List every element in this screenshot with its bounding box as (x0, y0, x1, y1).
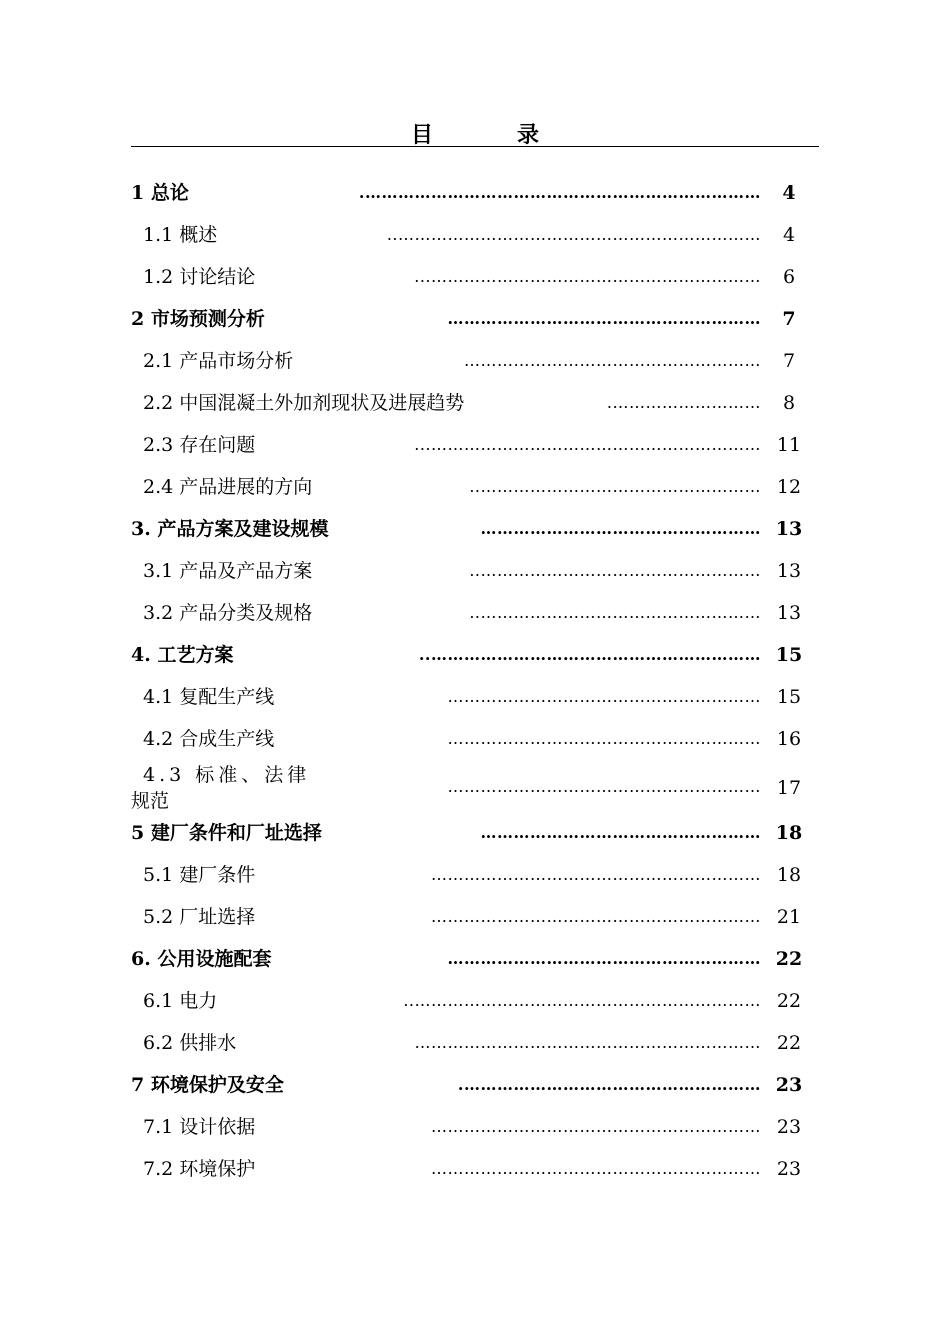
toc-page-number: 6 (782, 266, 796, 288)
toc-section-entry[interactable] (131, 1022, 819, 1064)
toc-section-entry[interactable] (131, 676, 819, 718)
toc-entry-label: 4. 工艺方案 (131, 644, 234, 666)
toc-section-entry[interactable] (131, 466, 819, 508)
toc-dot-leader: …………………………………………………… (431, 1118, 761, 1136)
toc-page-number: 18 (776, 864, 802, 886)
toc-entry-label: 2.3 存在问题 (143, 434, 256, 456)
toc-chapter-entry[interactable] (131, 938, 819, 980)
toc-page-number: 17 (776, 777, 802, 799)
toc-chapter-entry[interactable] (131, 1064, 819, 1106)
toc-entry-label: 3.2 产品分类及规格 (143, 602, 313, 624)
title-char-left: 目 (410, 122, 433, 148)
toc-entry-label: 2 市场预测分析 (131, 308, 265, 330)
toc-dot-leader: ………………………………………………… (447, 778, 761, 796)
toc-chapter-entry[interactable] (131, 172, 819, 214)
toc-dot-leader: …………………………………………………… (431, 866, 761, 884)
toc-entry-label-line1: 4.3 标准、法律 (143, 764, 311, 786)
toc-page-number: 7 (782, 308, 796, 330)
toc-dot-leader: ………………………………………………… (447, 310, 761, 328)
toc-dot-leader: ……………………………………………………... (414, 436, 761, 454)
toc-entry-label-line2: 规范 (131, 790, 170, 812)
toc-entry-label: 5 建厂条件和厂址选择 (131, 822, 322, 844)
toc-section-entry[interactable] (131, 854, 819, 896)
toc-page-number: 23 (776, 1116, 802, 1138)
toc-dot-leader: ………………………………………………………………. (358, 184, 761, 202)
document-page (131, 0, 819, 1344)
toc-page-number: 15 (776, 686, 802, 708)
toc-chapter-entry[interactable] (131, 298, 819, 340)
toc-entry-label: 6.2 供排水 (143, 1032, 237, 1054)
toc-section-entry[interactable] (131, 550, 819, 592)
toc-section-entry[interactable] (131, 718, 819, 760)
toc-dot-leader: …………………………………………….. (469, 562, 761, 580)
toc-entry-label: 6. 公用设施配套 (131, 948, 272, 970)
toc-entry-label: 1.2 讨论结论 (143, 266, 256, 288)
toc-section-entry[interactable] (131, 1148, 819, 1190)
toc-entry-label: 1.1 概述 (143, 224, 218, 246)
toc-section-entry[interactable] (131, 1106, 819, 1148)
toc-page-number: 18 (775, 822, 803, 844)
toc-page-number: 23 (776, 1158, 802, 1180)
toc-dot-leader: …………………………………………………….. (418, 646, 761, 664)
toc-entry-label (131, 762, 310, 814)
toc-dot-leader: …………………………………………… (480, 520, 761, 538)
toc-entry-label: 2.1 产品市场分析 (143, 350, 294, 372)
toc-dot-leader: …………………………………………………… (431, 1160, 761, 1178)
toc-entry-label: 3. 产品方案及建设规模 (131, 518, 329, 540)
toc-dot-leader: ………………………………………………… (447, 688, 761, 706)
page-title (131, 118, 819, 149)
toc-page-number: 16 (776, 728, 802, 750)
toc-section-entry[interactable] (131, 340, 819, 382)
toc-section-entry[interactable] (131, 592, 819, 634)
toc-entry-label: 7.1 设计依据 (143, 1116, 256, 1138)
toc-dot-leader: ……………………………………………………... (414, 268, 761, 286)
toc-entry-label: 5.1 建厂条件 (143, 864, 256, 886)
toc-dot-leader: ………………………………………………. (457, 1076, 761, 1094)
toc-section-entry[interactable] (131, 896, 819, 938)
toc-chapter-entry[interactable] (131, 812, 819, 854)
table-of-contents (131, 172, 819, 1190)
toc-entry-label: 5.2 厂址选择 (143, 906, 256, 928)
toc-page-number: 13 (776, 560, 802, 582)
toc-page-number: 11 (776, 434, 802, 456)
toc-entry-label: 4.1 复配生产线 (143, 686, 275, 708)
toc-page-number: 4 (782, 224, 796, 246)
toc-page-number: 22 (776, 1032, 802, 1054)
toc-page-number: 13 (775, 518, 803, 540)
toc-entry-label: 4.2 合成生产线 (143, 728, 275, 750)
toc-section-entry[interactable] (131, 424, 819, 466)
toc-entry-label: 6.1 电力 (143, 990, 218, 1012)
toc-dot-leader: …………………………………………………… (431, 908, 761, 926)
toc-dot-leader: ………………………………………………… (447, 730, 761, 748)
title-char-right: 录 (517, 122, 540, 148)
toc-section-entry[interactable] (131, 760, 819, 812)
toc-entry-label: 1 总论 (131, 182, 189, 204)
toc-dot-leader: …………………………………………….. (469, 478, 761, 496)
toc-section-entry[interactable] (131, 980, 819, 1022)
toc-dot-leader: …………………………………………… (480, 824, 761, 842)
toc-dot-leader: …………………………………………….. (469, 604, 761, 622)
toc-section-entry[interactable] (131, 214, 819, 256)
toc-dot-leader: ……………………………………………… (464, 352, 761, 370)
toc-section-entry[interactable] (131, 256, 819, 298)
toc-chapter-entry[interactable] (131, 508, 819, 550)
toc-chapter-entry[interactable] (131, 634, 819, 676)
toc-entry-label: 7.2 环境保护 (143, 1158, 256, 1180)
toc-entry-label: 2.2 中国混凝土外加剂现状及进展趋势 (143, 392, 465, 414)
toc-page-number: 22 (776, 990, 802, 1012)
toc-dot-leader: ……………………………………………………….. (403, 992, 761, 1010)
toc-dot-leader: ………………………. (606, 394, 761, 412)
toc-page-number: 13 (776, 602, 802, 624)
toc-page-number: 22 (775, 948, 803, 970)
toc-page-number: 23 (775, 1074, 803, 1096)
toc-section-entry[interactable] (131, 382, 819, 424)
toc-dot-leader: ………………………………………………… (447, 950, 761, 968)
toc-entry-label: 2.4 产品进展的方向 (143, 476, 313, 498)
toc-page-number: 21 (776, 906, 802, 928)
toc-entry-label: 3.1 产品及产品方案 (143, 560, 313, 582)
toc-page-number: 8 (782, 392, 796, 414)
toc-dot-leader: ………………………………………………………….. (386, 226, 761, 244)
toc-entry-label: 7 环境保护及安全 (131, 1074, 284, 1096)
toc-page-number: 4 (782, 182, 796, 204)
toc-page-number: 12 (776, 476, 802, 498)
toc-dot-leader: ……………………………………………………… (414, 1034, 761, 1052)
toc-header (131, 112, 819, 147)
toc-page-number: 15 (775, 644, 803, 666)
toc-page-number: 7 (782, 350, 796, 372)
